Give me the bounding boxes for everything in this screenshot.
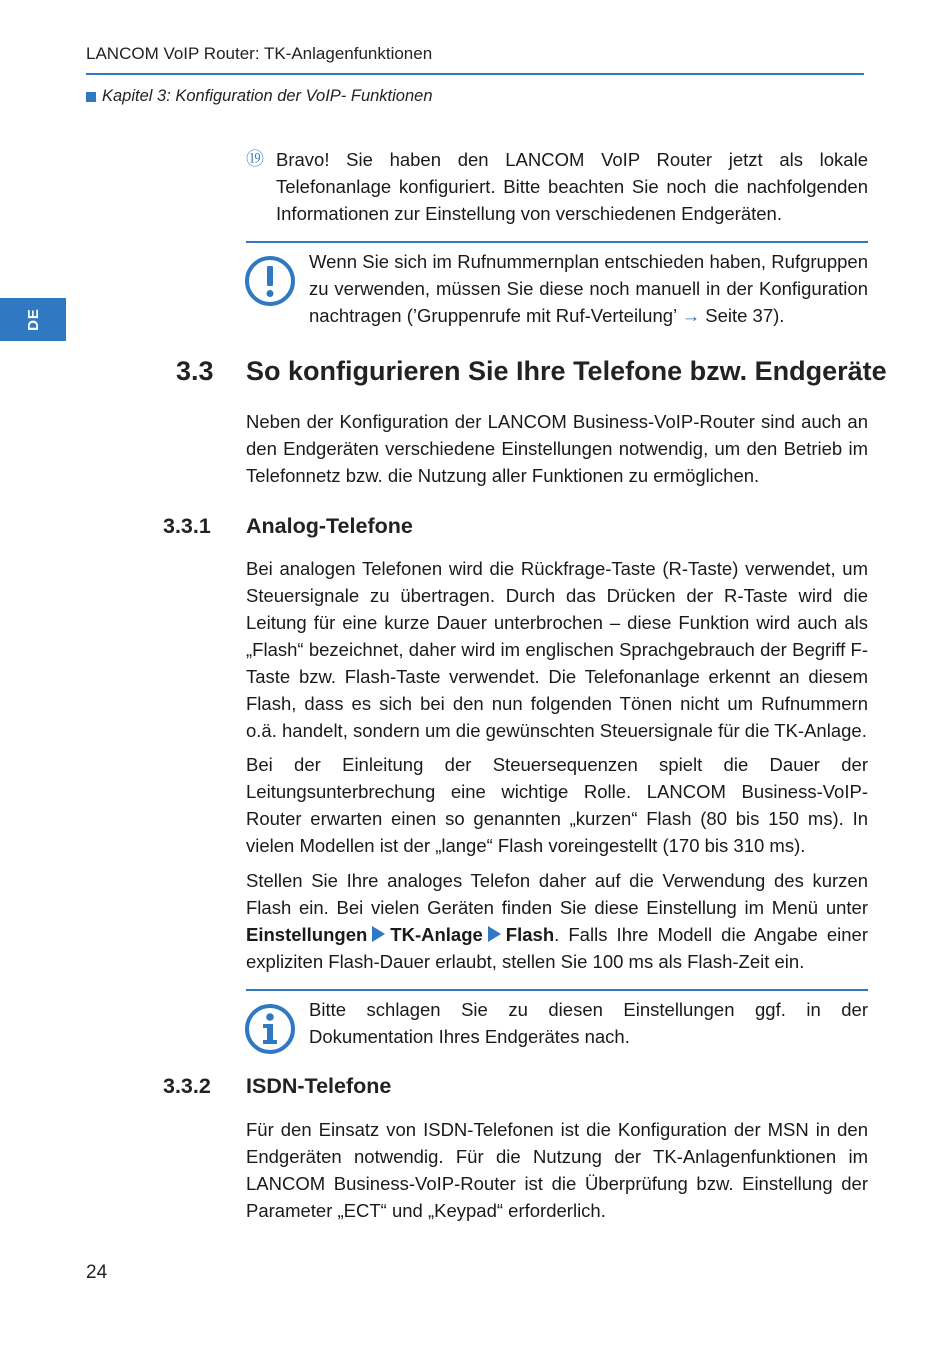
page-number: 24 bbox=[86, 1262, 108, 1283]
analog-paragraph-3 bbox=[246, 867, 868, 975]
subsection-title: Analog-Telefone bbox=[246, 514, 413, 538]
analog-paragraph-3-before: Stellen Sie Ihre analoges Telefon daher auf die Verwendung des kurzen Flash ein. Bei vielen Geräten finden Sie diese Einstellung im Menü unter bbox=[246, 870, 868, 918]
running-header-title: LANCOM VoIP Router: TK-Anlagenfunktionen bbox=[86, 44, 433, 63]
chapter-square-icon bbox=[86, 92, 96, 102]
menu-arrow-icon bbox=[372, 926, 385, 942]
chapter-label: Kapitel 3: Konfiguration der VoIP- Funktionen bbox=[102, 87, 433, 105]
info-note-text: Bitte schlagen Sie zu diesen Einstellungen ggf. in der Dokumentation Ihres Endgerätes nach. bbox=[309, 999, 868, 1047]
subsection-number: 3.3.2 bbox=[163, 1074, 211, 1098]
step-number: ⑲ bbox=[246, 149, 264, 169]
analog-paragraph-2: Bei der Einleitung der Steuersequenzen spielt die Dauer der Leitungsunterbrechung eine wichtige Rolle. LANCOM Business-VoIP-Router erwarten einen so genannten „kurzen“ Flash (80 bis 150 ms). In vielen Modellen ist der „lange“ Flash voreingestellt (170 bis 310 ms). bbox=[246, 754, 868, 856]
section-title: So konfigurieren Sie Ihre Telefone bzw. Endgeräte bbox=[246, 356, 887, 386]
exclamation-icon bbox=[244, 255, 296, 307]
analog-paragraph-1: Bei analogen Telefonen wird die Rückfrage-Taste (R-Taste) verwendet, um Steuersignale zu übertragen. Durch das Drücken der R-Taste wird die Leitung für eine kurze Dauer unterbrochen – diese Funktion wird auch als „Flash“ bezeichnet, daher wird im englischen Sprachgebrauch der Begriff F-Taste bzw. Flash-Taste verwendet. Die Telefonanlage erkennt an diesem Flash, dass es sich bei den nun folgenden Tönen nicht um Rufnummern o.ä. handelt, sondern um die gewünschten Steuersignale für die TK-Anlage. bbox=[246, 558, 868, 741]
step-text: Bravo! Sie haben den LANCOM VoIP Router jetzt als lokale Telefonanlage konfiguriert. Bitte beachten Sie noch die nachfolgenden Informationen zur Einstellung von verschiedenen Endgeräten. bbox=[276, 149, 868, 224]
section-3-3-text: Neben der Konfiguration der LANCOM Business-VoIP-Router sind auch an den Endgeräten verschiedene Einstellungen notwendig, um den Betrieb im Telefonnetz bzw. die Nutzung aller Funktionen zu ermöglichen. bbox=[246, 411, 868, 486]
isdn-paragraph: Für den Einsatz von ISDN-Telefonen ist die Konfiguration der MSN in den Endgeräten notwendig. Für die Nutzung der TK-Anlagenfunktionen im LANCOM Business-VoIP-Router ist die Überprüfung bzw. Einstellung der Parameter „ECT“ und „Keypad“ erforderlich. bbox=[246, 1119, 868, 1221]
step-item bbox=[246, 146, 868, 227]
section-heading-3-3 bbox=[176, 356, 887, 387]
warning-note-text-before: Wenn Sie sich im Rufnummernplan entschieden haben, Rufgruppen zu verwenden, müssen Sie diese noch manuell in der Konfiguration nachtragen (’Gruppenrufe mit Ruf-Verteilung’ bbox=[309, 251, 868, 326]
language-tab-label: DE bbox=[24, 308, 42, 331]
analog-paragraph-3-after: . Falls Ihre Modell die Angabe einer expliziten Flash-Dauer erlaubt, stellen Sie 100 ms als Flash-Zeit ein. bbox=[246, 924, 868, 972]
warning-note-text-after: Seite 37). bbox=[700, 305, 785, 326]
menu-path-settings: Einstellungen bbox=[246, 924, 368, 945]
warning-note-rule bbox=[246, 241, 868, 243]
warning-note-text bbox=[309, 248, 868, 329]
info-icon bbox=[244, 1003, 296, 1055]
section-number: 3.3 bbox=[176, 356, 214, 386]
language-tab bbox=[0, 298, 66, 341]
menu-path-flash: Flash bbox=[505, 924, 555, 945]
header-rule bbox=[86, 73, 864, 75]
menu-path-tk-anlage: TK-Anlage bbox=[390, 924, 483, 945]
reference-arrow-icon: → bbox=[681, 305, 701, 326]
chapter-heading bbox=[86, 87, 433, 106]
subsection-number: 3.3.1 bbox=[163, 514, 211, 538]
subsection-title: ISDN-Telefone bbox=[246, 1074, 392, 1098]
info-note-rule bbox=[246, 989, 868, 991]
section-heading-3-3-1 bbox=[163, 514, 413, 539]
menu-arrow-icon bbox=[488, 926, 501, 942]
section-heading-3-3-2 bbox=[163, 1074, 391, 1099]
